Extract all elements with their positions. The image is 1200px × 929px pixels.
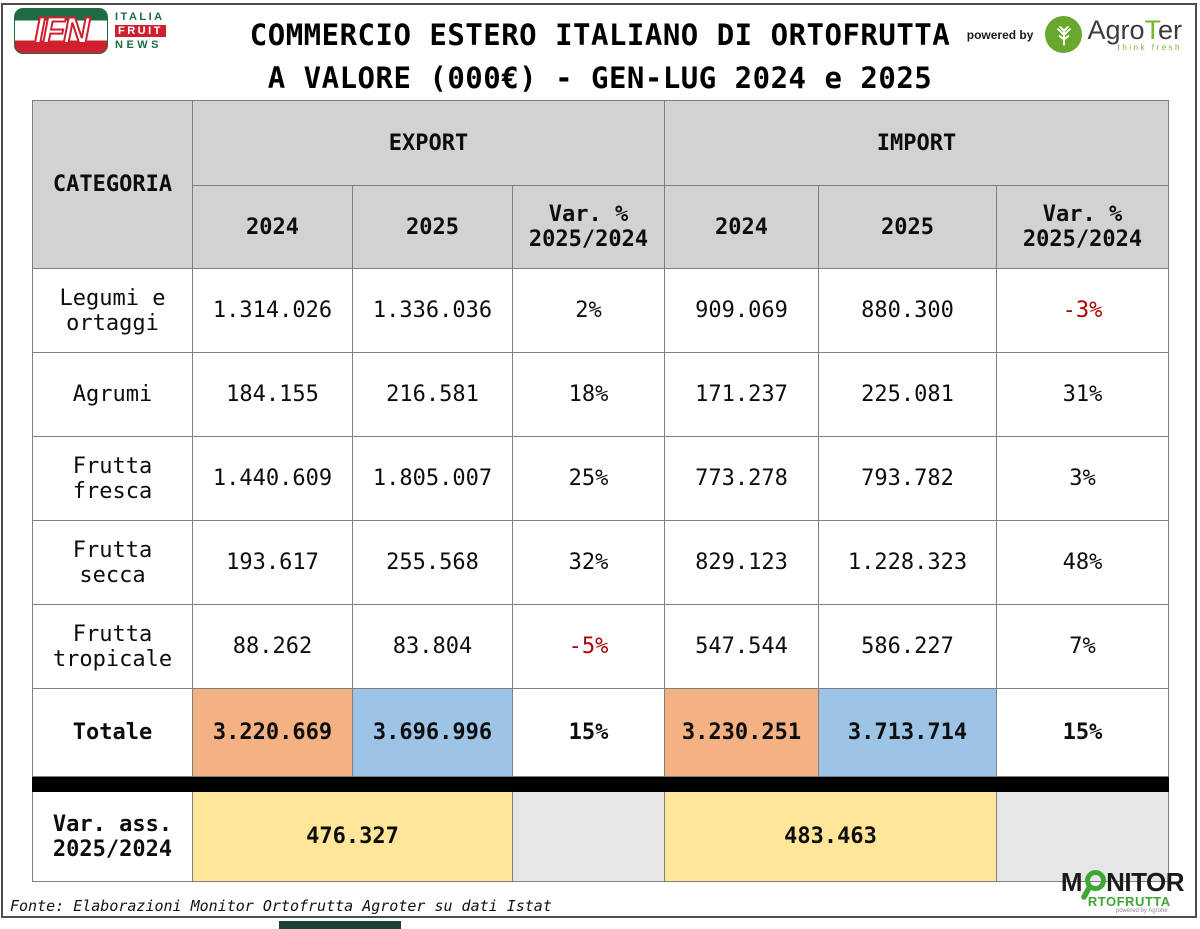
import-var-value: -3% — [997, 269, 1169, 353]
table-row-frutta-tropicale — [33, 605, 1169, 689]
import-2025-value: 225.081 — [819, 353, 997, 437]
import-var-value: 3% — [997, 437, 1169, 521]
import-2024-value: 909.069 — [665, 269, 819, 353]
export-2025-value: 216.581 — [353, 353, 513, 437]
row-category: Frutta fresca — [33, 437, 193, 521]
ifn-badge-text: IFN — [34, 10, 88, 51]
column-header-import-2025: 2025 — [819, 186, 997, 269]
column-header-export-var: Var. % 2025/2024 — [513, 186, 665, 269]
total-export-var-value: 15% — [513, 689, 665, 777]
group-header-import: IMPORT — [665, 101, 1169, 186]
sub-header-row — [33, 186, 1169, 269]
column-header-categoria: CATEGORIA — [33, 101, 193, 269]
export-2025-value: 1.336.036 — [353, 269, 513, 353]
horizontal-scrollbar-thumb[interactable] — [279, 921, 401, 929]
export-var-value: 18% — [513, 353, 665, 437]
agroter-wordmark — [1087, 17, 1182, 52]
export-2024-value: 88.262 — [193, 605, 353, 689]
column-header-export-2024: 2024 — [193, 186, 353, 269]
trade-table — [32, 100, 1169, 882]
agroter-tree-icon — [1045, 16, 1082, 53]
table-row-agrumi — [33, 353, 1169, 437]
export-2025-value: 83.804 — [353, 605, 513, 689]
export-var-value: 2% — [513, 269, 665, 353]
export-2025-value: 1.805.007 — [353, 437, 513, 521]
import-var-value: 7% — [997, 605, 1169, 689]
table-row-legumi-ortaggi — [33, 269, 1169, 353]
import-2025-value: 793.782 — [819, 437, 997, 521]
column-header-import-var: Var. % 2025/2024 — [997, 186, 1169, 269]
var-ass-export-empty-cell — [513, 792, 665, 882]
separator-bar — [33, 777, 1169, 792]
table-row-frutta-secca — [33, 521, 1169, 605]
ifn-word-italia: ITALIA — [115, 11, 165, 23]
export-2024-value: 184.155 — [193, 353, 353, 437]
export-2024-value: 1.440.609 — [193, 437, 353, 521]
table-row-var-ass — [33, 792, 1169, 882]
row-category: Frutta tropicale — [33, 605, 193, 689]
import-2025-value: 586.227 — [819, 605, 997, 689]
agroter-name: AgroTer — [1087, 15, 1182, 45]
table-row-totale — [33, 689, 1169, 777]
total-export-2024-value: 3.220.669 — [193, 689, 353, 777]
powered-by-block — [967, 16, 1182, 53]
var-ass-label: Var. ass. 2025/2024 — [33, 792, 193, 882]
group-header-export: EXPORT — [193, 101, 665, 186]
ifn-word-fruit: FRUIT — [115, 25, 166, 37]
monitor-wordmark — [1061, 869, 1184, 895]
monitor-letters-nitor: NITOR — [1106, 867, 1184, 897]
source-note: Fonte: Elaborazioni Monitor Ortofrutta Agroter su dati Istat — [10, 897, 552, 915]
export-2024-value: 1.314.026 — [193, 269, 353, 353]
import-2024-value: 773.278 — [665, 437, 819, 521]
export-var-value: 32% — [513, 521, 665, 605]
monitor-ortofrutta-logo — [1061, 869, 1184, 914]
column-header-export-2025: 2025 — [353, 186, 513, 269]
title-line-1: COMMERCIO ESTERO ITALIANO DI ORTOFRUTTA — [249, 18, 951, 52]
agroter-tagline: think fresh — [1117, 43, 1182, 52]
import-2025-value: 880.300 — [819, 269, 997, 353]
total-import-2025-value: 3.713.714 — [819, 689, 997, 777]
export-2024-value: 193.617 — [193, 521, 353, 605]
total-export-2025-value: 3.696.996 — [353, 689, 513, 777]
title-line-2: A VALORE (000€) - GEN-LUG 2024 e 2025 — [267, 61, 933, 95]
import-var-value: 48% — [997, 521, 1169, 605]
export-var-value: 25% — [513, 437, 665, 521]
table-row-frutta-fresca — [33, 437, 1169, 521]
monitor-powered-by: powered by Agroter — [1115, 908, 1168, 914]
powered-by-label: powered by — [966, 27, 1034, 42]
export-2025-value: 255.568 — [353, 521, 513, 605]
export-var-value: -5% — [513, 605, 665, 689]
import-2024-value: 547.544 — [665, 605, 819, 689]
import-2024-value: 171.237 — [665, 353, 819, 437]
agroter-logo — [1045, 16, 1182, 53]
row-category: Legumi e ortaggi — [33, 269, 193, 353]
import-2024-value: 829.123 — [665, 521, 819, 605]
ifn-word-news: NEWS — [115, 39, 162, 51]
row-category: Frutta secca — [33, 521, 193, 605]
group-header-row — [33, 101, 1169, 186]
total-import-var-value: 15% — [997, 689, 1169, 777]
import-var-value: 31% — [997, 353, 1169, 437]
monitor-ortofrutta-text: RTOFRUTTA — [1087, 894, 1171, 909]
row-category: Totale — [33, 689, 193, 777]
import-2025-value: 1.228.323 — [819, 521, 997, 605]
var-ass-import-value: 483.463 — [665, 792, 997, 882]
var-ass-export-value: 476.327 — [193, 792, 513, 882]
total-import-2024-value: 3.230.251 — [665, 689, 819, 777]
monitor-letter-m: M — [1060, 867, 1083, 897]
row-category: Agrumi — [33, 353, 193, 437]
column-header-import-2024: 2024 — [665, 186, 819, 269]
